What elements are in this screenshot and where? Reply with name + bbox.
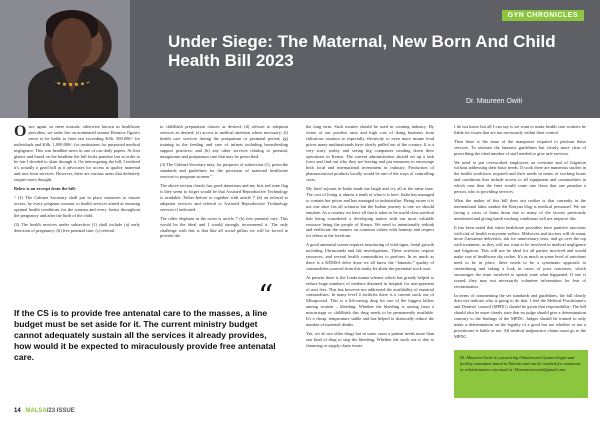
author-bio-box: Dr. Maureen Owiti is a practicing Obstetrician Gynaecologist and fertility consultant based in Nairobi and can be reached for comments or related matters via email at: Drmaureenowiti@gmail.com <box>454 350 588 398</box>
paragraph: A good antenatal screen requires monitoring of vital signs, foetal growth including Ultrasounds and lab investigations. These activities require resources, and several health commodities to perform. In as much as there is a KEMSA drive done we all know the “fantastic” quality of commodities sourced from this entity let alone the perennial stock outs. <box>306 242 434 271</box>
article-title: Under Siege: The Maternal, New Born And Child Health Bill 2023 <box>168 32 556 70</box>
paragraph: The other elephant in the room is article 7 (b) free prenatal care. This would be the ideal and I would strongly recommend it. The only challenge with this is that like all social pillars we will be forced to provide the <box>160 215 288 239</box>
paragraph: the long term. Such monies should be used in creating industry. By virtue of our positive ratio and high cost of doing business from ridiculous taxation to especially electricity to even more insane food prices many multinationals have slowly pulled out of the country. It is a very scary reality and seeing big companies winding down their operations in Kenya. The current administration should set up a task force and find out why they are leaving and put measures to encourage both local and international investment in industry. Production of pharmaceutical products locally would be one of the ways of controlling costs. <box>306 124 434 183</box>
paragraph: to childbirth preparation classes as desired; (d) referral to adoption services as desired; (e) access to medical attention where necessary; (f) health care services during the postpartum or postnatal period; (g) training in the feeding and care of infants including breastfeeding support practices; and (h) any other services relating to prenatal, intrapartum and postpartum care that may be prescribed. <box>160 124 288 159</box>
paragraph: The above section clearly has good intentions and my first red zone flag is they seem to forget would be that Assisted Reproductive Technology is available. Either before or together with article 7 (d) on referral to adoption services and referral to Assisted Reproductive Technology services if indicated. <box>160 183 288 212</box>
column-4 <box>454 124 586 346</box>
paragraph: In terms of commenting the set standards and guidelines, the bill clearly does not indicate who is going to do that. I feel the Medical Practitioner's and Dentists' council (MPDC) should be given that responsibility. The bill should also be more clearly state that no judge should give a determination contrary to the findings of the MPDC. Judges should be trained to only make a determination on the legality of a good but not whether or not a practitioner is liable or not. All medical malpractice claims must go to the MPDC. <box>454 292 586 339</box>
paragraph: Below is an excerpt from the bill: <box>14 186 77 192</box>
paragraph: My brief sojourn in India made me laugh and cry all at the same time. The cost of living is almost a tenth of what it is here. India has managed to contain her prices and has managed to industrialise. Being aware it is not one shoe fits all scenario but the Indian journey is one we should emulate. As a country we have all that it takes to be world class medical hub being considered a developing nation with our most valuable resource being the people of Kenya. We need to intentionally rethink and reallocate the monies on common values with honesty and respect for others at the forefront. <box>306 186 434 239</box>
drop-cap: O <box>14 124 27 140</box>
column-3 <box>306 124 434 387</box>
paragraph: Then there is the issue of the manpower required to perform these services. To reiterate the fantastic guidelines but clearly more clear of prescribing the ideal number of staff needed to give safe services. <box>454 138 586 156</box>
paragraph: We need to put overworked employees on overtime and of litigation without addressing their basic needs. If work there are numerous studies in the health workforce required and their needs in terms of working hours and conditions that include access to all equipment and commodities in which case then the finer would come into those that one penalize a person, who is providing services. <box>454 159 586 195</box>
header-banner <box>0 0 600 118</box>
column-1 <box>14 124 140 304</box>
pull-quote: If the CS is to provide free antenatal care to the masses, a line budget must be set aside for it. The current ministry budget cannot adequately sustain all the services it already provides, how would it be expected to miraculously provide free antenatal care. <box>14 308 276 362</box>
paragraph: What the maker of this bill does not realize is that currently in the international labor market the Kenyan blog is medical personnel. We are facing a crisis of brain drain due to many of the factors previously mentioned and giving harsh working conditions will not improve this. <box>454 197 586 221</box>
paragraph: It has been noted that when healthcare providers have punitive sanctions with risk of health ecosystem suffers. Midwives and doctors will do many more Caesarean deliveries, ask for unnecessary tests, and go over the top with treatment, as they will not want to be involved in medical negligence and litigation. This will not be ideal for all parties involved and would make cost of healthcare sky rocket. It's as much as some level of sanctions need to be in place, there needs to be a systematic approach to streamlining and taking a look in cases of poor outcomes, which encourages the team involved to openly state what happened. If one is scared, they may not necessarily volunteer information for fear of recrimination. <box>454 224 586 289</box>
author-photo <box>0 0 130 118</box>
issue-label: /23 ISSUE <box>46 408 75 414</box>
paragraph: Yes, we do use other drugs but in some cases a patient needs more than one kind of drug to stop the bleeding. Whether the stock out is due to financing or supply chain issues <box>306 330 434 348</box>
paragraph: (3) The Cabinet Secretary may, for purposes of subsection (1), prescribe standards and guidelines for the provision of maternal healthcare services to pregnant women.” <box>160 162 288 180</box>
quote-mark-icon: “ <box>258 279 274 314</box>
paragraph: “ (1) The Cabinet Secretary shall put in place measures to ensure access, by every pregnant woman, to health services aimed at ensuring optimal health conditions for the woman and every foetus throughout the pregnancy and after the birth of the child. <box>14 194 140 218</box>
paragraph: I do not know but all I can say is we want to make health care workers be liable for issues that are not necessarily within their control. <box>454 124 586 135</box>
page-number: 14 <box>14 408 21 414</box>
column-2 <box>160 124 288 287</box>
page-footer <box>14 408 75 414</box>
magazine-name: MALSA <box>25 408 47 414</box>
paragraph: (2) The health services under subsection (1) shall include (a) early detection of pregnancy; (b) free prenatal care; (c) referral <box>14 221 140 233</box>
section-kicker: GYN CHRONICLES <box>502 10 584 21</box>
author-byline: Dr. Maureen Owiti <box>466 98 523 105</box>
paragraph: Once again, as mere mortals, otherwise known as healthcare providers, we order fire on nominated senator Beatrice Ogola's move to be liable to fines not exceeding KSh. 500,000/- for individuals and KSh. 1,000,000/- for institutions for purported medical negligence. This was headline news in one of our daily papers. At first glance and based on the headline the bill looks punitive but in order to be fair I decided to skim through it. On interrogating the bill, I realized it's actually a good bill as it advocates for access to quality maternal and new born services. However, there are various areas that definitely require more thought. <box>14 124 140 183</box>
paragraph: At present there is the Linda mama scheme which has greatly helped to reduce huge numbers of mothers detained in hospital for non-payment of user fees. This has however not addressed the availability of essential commodities. In many level 4 facilities there is a current stock out of Misoprostol. This is a life-saving drug for one of the biggest killers among women – bleeding. Whether the bleeding is arising from a miscarriage or childbirth this drug needs to be permanently available. It's a cheap, temperature stable and has helped to drastically reduce the number of maternal deaths. <box>306 274 434 327</box>
